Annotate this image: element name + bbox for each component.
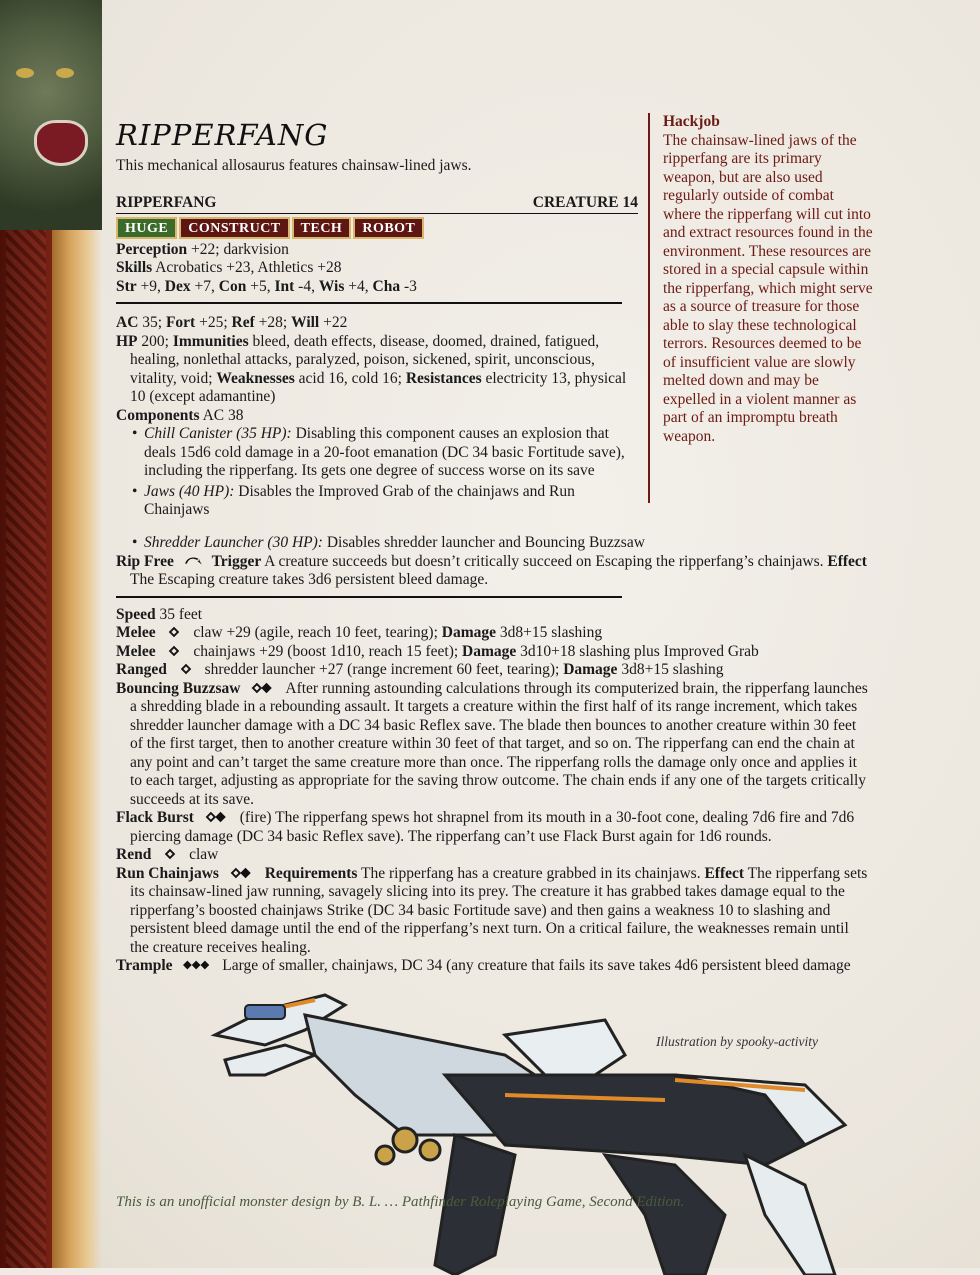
melee-claw: Melee claw +29 (agile, reach 10 feet, tearing); Damage 3d8+15 slashing: [116, 624, 603, 641]
components-line: Components AC 38: [116, 406, 244, 424]
rend-ability: Rend claw: [116, 846, 219, 863]
ripperfang-illustration: [205, 975, 855, 1275]
reaction-icon: [182, 554, 204, 568]
sidebar-title: Hackjob: [663, 113, 720, 130]
rip-free-reaction: Rip Free Trigger A creature succeeds but doesn’t critically succeed on Escaping the ripperfang’s chainjaws. Effect The Escaping creature takes 3d6 persistent bleed damage.: [116, 552, 867, 588]
two-action-icon: [248, 681, 278, 695]
one-action-icon: [175, 662, 197, 676]
two-action-icon: [227, 866, 257, 880]
two-action-icon: [202, 810, 232, 824]
illustration-credit: Illustration by spooky-activity: [656, 1034, 818, 1049]
run-chainjaws-ability: Run Chainjaws Requirements The ripperfang has a creature grabbed in its chainjaws. Effect The ripperfang sets its chainsaw-lined jaw running, savagely slicing into its prey. The creature it has grabbed takes damage equal to the ripperfang’s boosted chainjaws Strike (DC 34 basic Fortitude save) and then gains a weakness 10 to slashing and persistent bleed damage until the end of the ripperfang’s next turn. On a critical failure, the weaknesses remain until the creature receives healing.: [116, 864, 868, 956]
bouncing-buzzsaw-ability: Bouncing Buzzsaw After running astounding calculations through its computerized brain, the ripperfang launches a shredding blade in a rebounding assault. It targets a creature within the first half of its range increment, which takes shredder launcher damage with a DC 34 basic Reflex save. The blade then bounces to another creature within 30 feet of the first target, then to another creature within 30 feet of that target, and so on. The ripperfang can end the chain at any point and can’t target the same creature more than once. The ripperfang rolls the damage only once and applies it to each target, adjusting as appropriate for the saving throw outcome. The chain ends if any one of the targets critically succeeds at its save.: [116, 679, 868, 808]
hp-block: HP 200; Immunities bleed, death effects, disease, doomed, drained, fatigued, healing, nonlethal attacks, paralyzed, poison, sickened, spirit, unconscious, vitality, void; Weaknesses acid 16, cold 16; Resistances electricity 13, physical 10 (except adamantine): [116, 332, 627, 405]
flavor-text: This mechanical allosaurus features chainsaw-lined jaws.: [116, 157, 472, 174]
page-title: RIPPERFANG: [116, 118, 329, 152]
perception-line: Perception +22; darkvision: [116, 240, 289, 258]
corner-creature-illustration: [0, 0, 102, 230]
trait-badge: HUGE: [116, 217, 177, 239]
ability-scores: Str +9, Dex +7, Con +5, Int -4, Wis +4, Cha -3: [116, 277, 417, 295]
speed-line: Speed 35 feet: [116, 605, 203, 623]
stat-block-header: [116, 194, 638, 214]
trample-ability: Trample Large of smaller, chainjaws, DC 34 (any creature that fails its save takes 4d6 persistent bleed damage: [116, 957, 851, 974]
creature-mouth-icon: [34, 120, 88, 166]
flack-burst-ability: Flack Burst (fire) The ripperfang spews hot shrapnel from its mouth in a 30-foot cone, dealing 7d6 fire and 7d6 piercing damage (DC 34 basic Reflex save). The ripperfang can’t use Flack Burst again for 1d6 rounds.: [116, 809, 855, 845]
trait-badge: ROBOT: [353, 217, 424, 239]
creature-name: RIPPERFANG: [116, 194, 217, 211]
sidebar-text: The chainsaw-lined jaws of the ripperfang are its primary weapon, but are also used regularly outside of combat where the ripperfang will cut into and extract resources found in the environment. These resources are stored in a special capsule within the ripperfang, which might serve as a source of treasure for those able to slay these technological terrors. Resources deemed to be of insufficient value are slowly melted down and may be expelled in a violent manner as part of an impromptu breath weapon.: [663, 131, 873, 445]
trait-badge: CONSTRUCT: [179, 217, 289, 239]
one-action-icon: [159, 847, 181, 861]
stat-block-top: [116, 194, 638, 520]
stat-block-wide-top: [116, 534, 871, 976]
defense-line: AC 35; Fort +25; Ref +28; Will +22: [116, 314, 348, 331]
hackjob-sidebar: [648, 113, 873, 503]
trait-badge: TECH: [292, 217, 352, 239]
divider: [116, 596, 622, 598]
three-action-icon: [180, 958, 214, 972]
creature-level: CREATURE 14: [532, 194, 638, 211]
one-action-icon: [163, 625, 185, 639]
melee-chainjaws: Melee chainjaws +29 (boost 1d10, reach 15 feet); Damage 3d10+18 slashing plus Improved Grab: [116, 642, 759, 660]
divider: [116, 302, 622, 304]
list-item: • Chill Canister (35 HP): Disabling this component causes an explosion that deals 15d6 cold damage in a 20-foot emanation (DC 34 basic Fortitude save), including the ripperfang. Its gets one degree of success worse on its save: [132, 425, 625, 479]
list-item: • Jaws (40 HP): Disables the Improved Grab of the chainjaws and Run Chainjaws: [132, 482, 575, 518]
one-action-icon: [163, 644, 185, 658]
skills-line: Skills Acrobatics +23, Athletics +28: [116, 259, 342, 276]
ranged-shredder: Ranged shredder launcher +27 (range increment 60 feet, tearing); Damage 3d8+15 slashing: [116, 661, 724, 678]
footer-disclaimer: This is an unofficial monster design by B. L. … Pathfinder Roleplaying Game, Second Edition.: [116, 1194, 685, 1210]
creature-eye-icon: [16, 68, 34, 78]
trait-list: [116, 217, 638, 239]
list-item: • Shredder Launcher (30 HP): Disables shredder launcher and Bouncing Buzzsaw: [132, 534, 645, 551]
